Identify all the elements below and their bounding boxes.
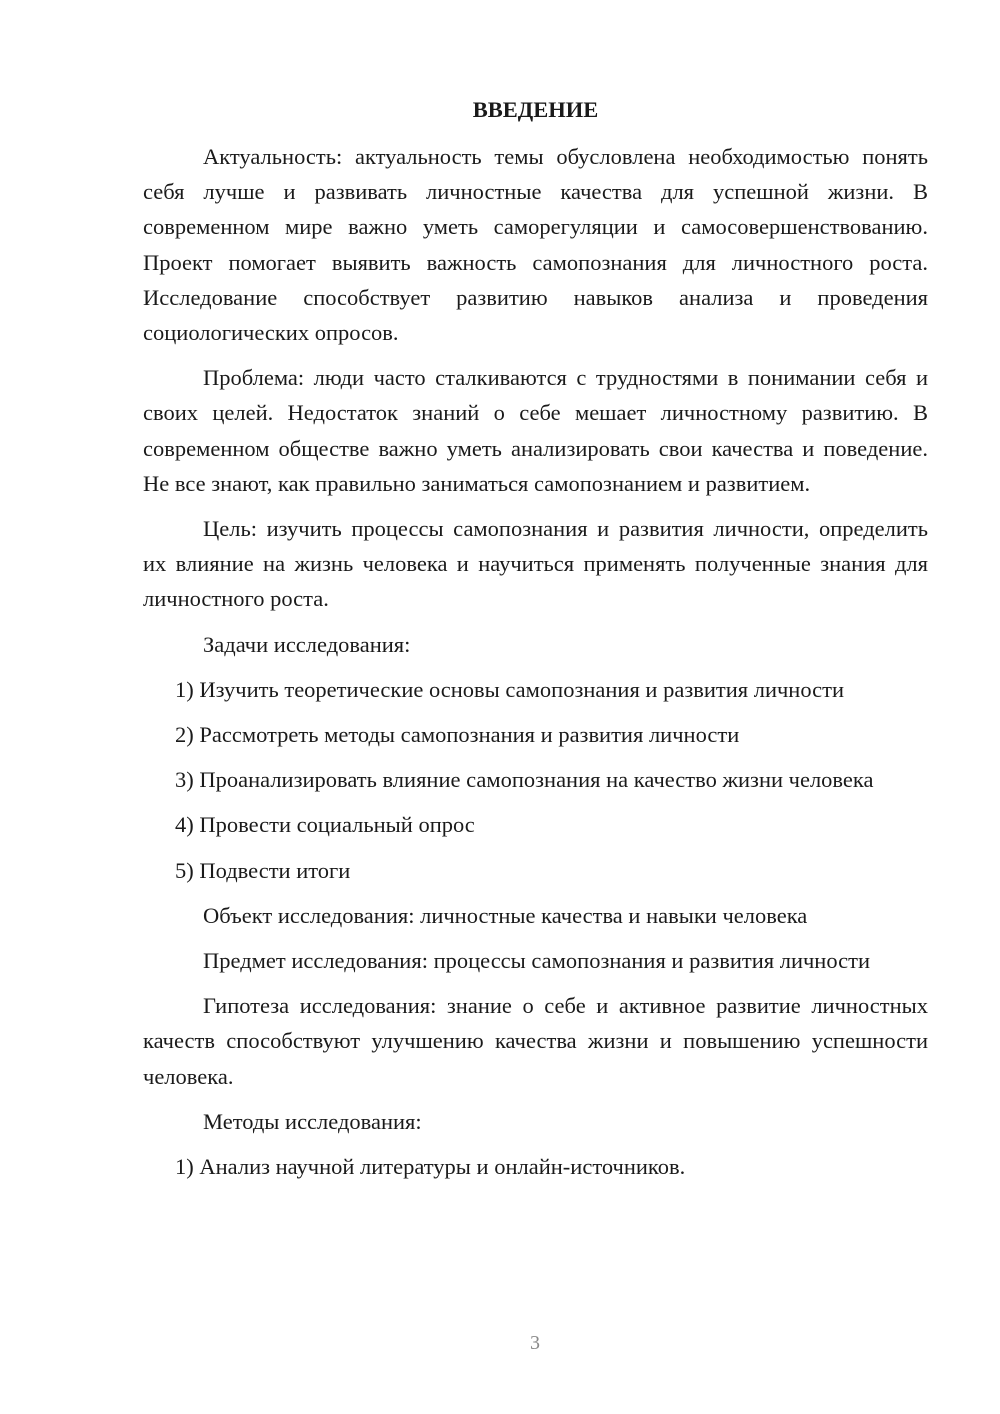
task-item-3: 3) Проанализировать влияние самопознания на качество жизни человека <box>175 767 874 793</box>
relevance-paragraph: Актуальность: актуальность темы обусловлена необходимостью понять себя лучше и развивать личностные качества для успешной жизни. В современном мире важно уметь саморегуляции и самосовершенствованию. Проект помогает выявить важность самопознания для личностного роста. Исследование способствует развитию навыков анализа и проведения социологических опросов. <box>143 144 928 346</box>
task-item-1: 1) Изучить теоретические основы самопознания и развития личности <box>175 676 845 702</box>
tasks-heading: Задачи исследования: <box>203 631 411 657</box>
section-title: ВВЕДЕНИЕ <box>472 97 599 122</box>
hypothesis-paragraph: Гипотеза исследования: знание о себе и активное развитие личностных качеств способствуют улучшению качества жизни и повышению успешности человека. <box>143 993 928 1089</box>
document-page <box>143 92 928 1194</box>
object-paragraph: Объект исследования: личностные качества и навыки человека <box>203 902 808 928</box>
methods-heading: Методы исследования: <box>203 1108 422 1134</box>
method-item-1: 1) Анализ научной литературы и онлайн-источников. <box>175 1154 686 1180</box>
page-number: 3 <box>530 1332 540 1354</box>
task-item-2: 2) Рассмотреть методы самопознания и развития личности <box>175 722 740 748</box>
problem-paragraph: Проблема: люди часто сталкиваются с трудностями в понимании себя и своих целей. Недостаток знаний о себе мешает личностному развитию. В современном обществе важно уметь анализировать свои качества и поведение. Не все знают, как правильно заниматься самопознанием и развитием. <box>143 365 928 496</box>
subject-paragraph: Предмет исследования: процессы самопознания и развития личности <box>203 948 871 974</box>
goal-paragraph: Цель: изучить процессы самопознания и развития личности, определить их влияние на жизнь человека и научиться применять полученные знания для личностного роста. <box>143 516 928 612</box>
task-item-5: 5) Подвести итоги <box>175 857 351 883</box>
task-item-4: 4) Провести социальный опрос <box>175 812 475 838</box>
